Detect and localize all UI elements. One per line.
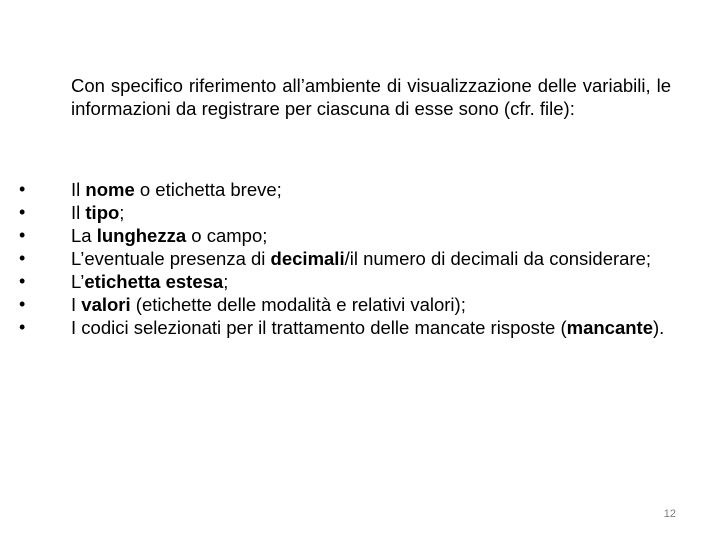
intro-paragraph: Con specifico riferimento all’ambiente di visualizzazione delle variabili, le informazioni da registrare per ciascuna di esse sono (cfr. file): <box>71 75 671 119</box>
page-number: 12 <box>663 508 676 520</box>
list-item: • L’eventuale presenza di decimali/il numero di decimali da considerare; <box>71 247 671 270</box>
list-item: • I valori (etichette delle modalità e relativi valori); <box>71 293 671 316</box>
bullet-list <box>71 178 671 339</box>
list-item: • La lunghezza o campo; <box>71 224 671 247</box>
list-item: • L’etichetta estesa; <box>71 270 671 293</box>
list-item: • Il nome o etichetta breve; <box>71 178 671 201</box>
list-item: • Il tipo; <box>71 201 671 224</box>
list-item: • I codici selezionati per il trattamento delle mancate risposte (mancante). <box>71 316 671 339</box>
